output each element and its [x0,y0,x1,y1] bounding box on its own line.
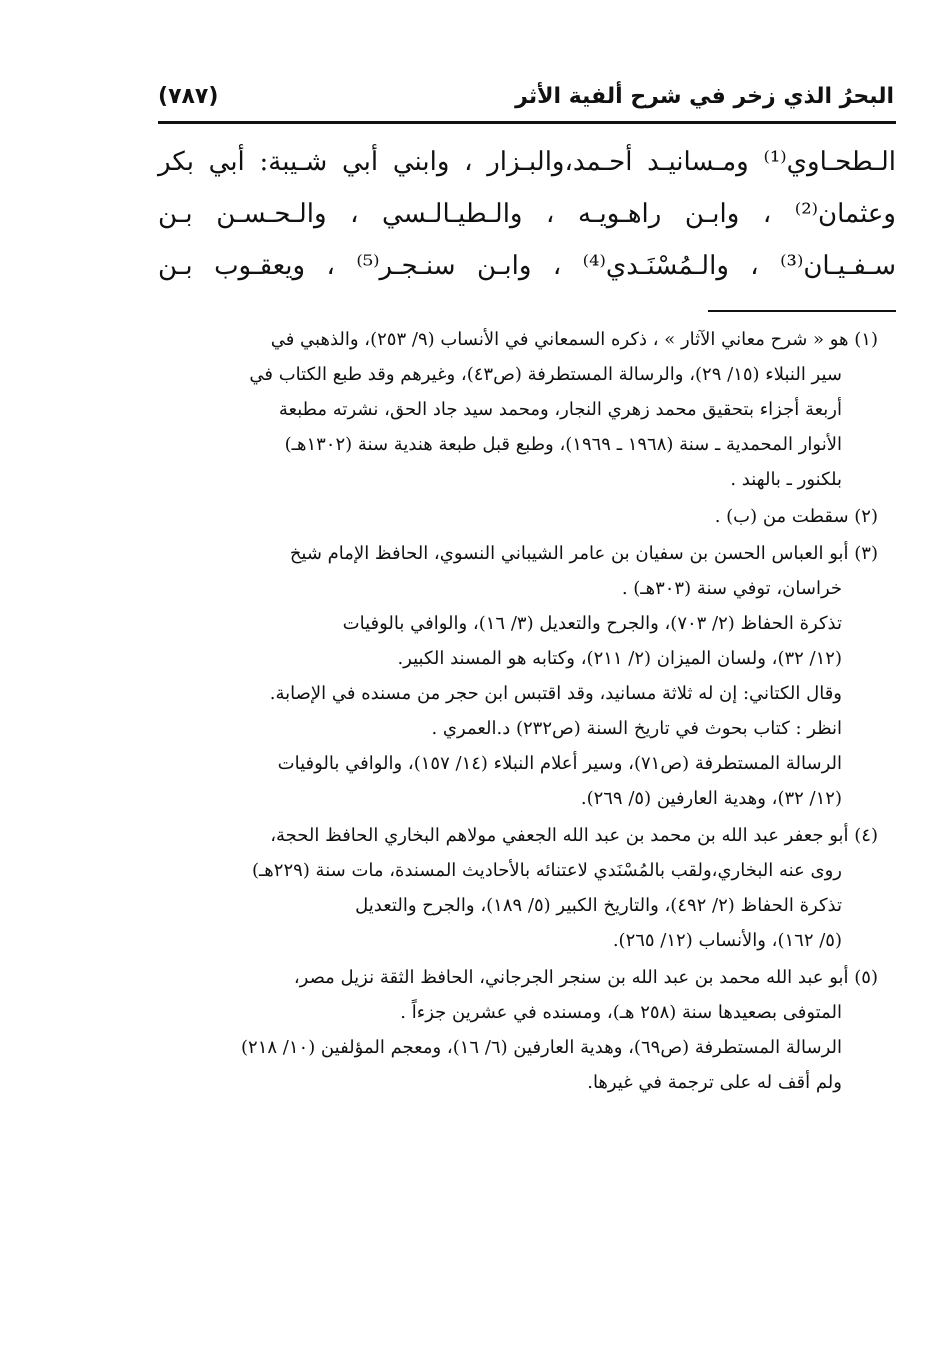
footnote-line: أربعة أجزاء بتحقيق محمد زهري النجار، ومحمد سيد جاد الحق، نشرته مطبعة [278,399,842,420]
main-text-line: وعثمان⁽²⁾ ، وابـن راهـويـه ، والـطيـالـسي ، والـحـسـن بـن [158,199,896,229]
footnote-line: المتوفى بصعيدها سنة (٢٥٨ هـ)، ومسنده في عشرين جزءاً . [400,1002,842,1023]
footnote-line: ولم أقف له على ترجمة في غيرها. [587,1072,842,1093]
footnote-line: بلكنور ـ بالهند . [730,469,842,490]
main-text-line: الـطحـاوي⁽¹⁾ ومـسانيـد أحـمد،والبـزار ، وابني أبي شـيبة: أبي بكر [158,147,896,177]
main-text-line: سـفـيـان⁽³⁾ ، والـمُسْنَـدي⁽⁴⁾ ، وابـن سنـجـر⁽⁵⁾ ، ويعقـوب بـن [158,251,896,281]
footnote-line: وقال الكتاني: إن له ثلاثة مسانيد، وقد اقتبس ابن حجر من مسنده في الإصابة. [269,683,842,704]
main-text [158,136,896,292]
page-header [158,80,894,122]
footnote-line: خراسان، توفي سنة (٣٠٣هـ) . [621,578,842,599]
header-rule [158,121,896,124]
footnote-separator [708,310,896,312]
footnote-line: (٥/ ١٦٢)، والأنساب (١٢/ ٢٦٥). [612,930,842,951]
footnote-line: (٥) أبو عبد الله محمد بن عبد الله بن سنجر الجرجاني، الحافظ الثقة نزيل مصر، [293,967,878,988]
footnote-line: (١٢/ ٣٢)، ولسان الميزان (٢/ ٢١١)، وكتابه هو المسند الكبير. [397,648,842,669]
page-number: (٧٨٧) [158,84,219,109]
footnote-line: تذكرة الحفاظ (٢/ ٧٠٣)، والجرح والتعديل (٣/ ١٦)، والوافي بالوفيات [342,613,842,634]
footnote-5 [158,960,878,1100]
footnote-1 [158,322,878,497]
footnote-line: تذكرة الحفاظ (٢/ ٤٩٢)، والتاريخ الكبير (٥/ ١٨٩)، والجرح والتعديل [355,895,842,916]
footnote-line: الأنوار المحمدية ـ سنة (١٩٦٨ ـ ١٩٦٩)، وطبع قبل طبعة هندية سنة (١٣٠٢هـ) [284,434,842,455]
footnote-line: (٤) أبو جعفر عبد الله بن محمد بن عبد الله الجعفي مولاهم البخاري الحافظ الحجة، [270,825,878,846]
footnote-line: (٢) سقطت من (ب) . [714,506,878,527]
footnote-line: الرسالة المستطرفة (ص٧١)، وسير أعلام النبلاء (١٤/ ١٥٧)، والوافي بالوفيات [277,753,842,774]
footnote-line: انظر : كتاب بحوث في تاريخ السنة (ص٢٣٢) د.العمري . [431,718,842,739]
footnote-line: (٣) أبو العباس الحسن بن سفيان بن عامر الشيباني النسوي، الحافظ الإمام شيخ [289,543,878,564]
footnote-line: سير النبلاء (١٥/ ٢٩)، والرسالة المستطرفة (ص٤٣)، وغيرهم وقد طبع الكتاب في [249,364,842,385]
footnote-line: روى عنه البخاري،ولقب بالمُسْنَدي لاعتنائه بالأحاديث المسندة، مات سنة (٢٢٩هـ) [252,860,842,881]
footnotes [158,322,878,1102]
footnote-4 [158,818,878,958]
running-title: البحرُ الذي زخر في شرح ألفية الأثر [515,84,894,109]
footnote-line: (١٢/ ٣٢)، وهدية العارفين (٥/ ٢٦٩). [580,788,842,809]
footnote-line: الرسالة المستطرفة (ص٦٩)، وهدية العارفين (٦/ ١٦)، ومعجم المؤلفين (١٠/ ٢١٨) [241,1037,842,1058]
footnote-2 [158,499,878,534]
footnote-line: (١) هو « شرح معاني الآثار » ، ذكره السمعاني في الأنساب (٩/ ٢٥٣)، والذهبي في [270,329,878,350]
footnote-3 [158,536,878,816]
